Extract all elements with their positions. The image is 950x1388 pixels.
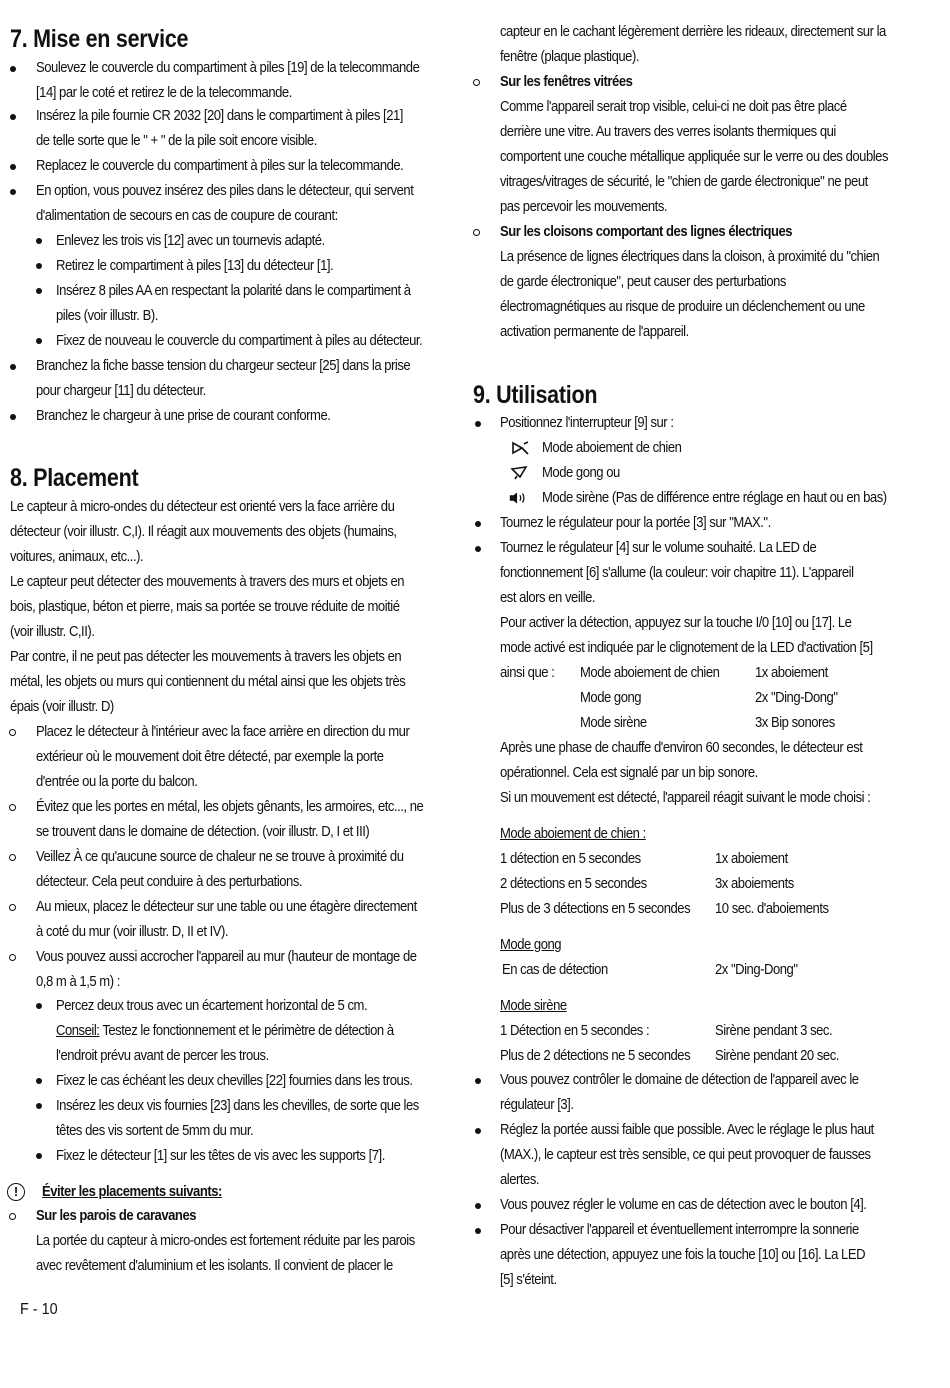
text-line: Branchez le chargeur à une prise de courant conforme.	[36, 407, 331, 424]
circle-bullet-icon	[473, 229, 480, 236]
text-line: Tournez le régulateur [4] sur le volume souhaité. La LED de	[500, 539, 817, 556]
text-line: épais (voir illustr. D)	[10, 698, 114, 715]
text-line: pour chargeur [11] du détecteur.	[36, 382, 206, 399]
text-line: mode activé est indiquée par le clignotement de la LED d'activation [5]	[500, 639, 873, 656]
text-line: Veillez À ce qu'aucune source de chaleur ne se trouve à proximité du	[36, 848, 404, 865]
gong-mode-title: Mode gong	[500, 936, 562, 953]
text-line: fonctionnement [6] s'allume (la couleur: voir chapitre 11). L'appareil	[500, 564, 854, 581]
table-cell: 3x aboiements	[715, 875, 794, 892]
section-8-title: 8. Placement	[10, 464, 139, 492]
text-line: électromagnétiques au risque de produire un déclenchement ou une	[500, 298, 865, 315]
text-line: Positionnez l'interrupteur [9] sur :	[500, 414, 674, 431]
circle-bullet-icon	[9, 954, 16, 961]
text-line: (voir illustr. C,II).	[10, 623, 95, 640]
text-line: (MAX.), le capteur est très sensible, ce qui peut provoquer de fausses	[500, 1146, 871, 1163]
text-line: Vous pouvez aussi accrocher l'appareil au mur (hauteur de montage de	[36, 948, 417, 965]
text-line: voitures, animaux, etc...).	[10, 548, 144, 565]
text-line: 0,8 m à 1,5 m) :	[36, 973, 120, 990]
table-cell: 2 détections en 5 secondes	[500, 875, 647, 892]
table-cell: 3x Bip sonores	[755, 714, 835, 731]
bullet-icon	[10, 114, 16, 120]
text-line: d'entrée ou la porte du balcon.	[36, 773, 198, 790]
text-line: capteur en le cachant légèrement derrière les rideaux, directement sur la	[500, 23, 886, 40]
table-cell: 2x "Ding-Dong"	[755, 689, 838, 706]
sub-bullet-icon	[36, 338, 42, 344]
text-line: Placez le détecteur à l'intérieur avec la face arrière en direction du mur	[36, 723, 410, 740]
text-line: Insérez 8 piles AA en respectant la polarité dans le compartiment à	[56, 282, 411, 299]
table-cell: 1 détection en 5 secondes	[500, 850, 641, 867]
text-line: de telle sorte que le " + " de la pile soit encore visible.	[36, 132, 317, 149]
circle-bullet-icon	[9, 1213, 16, 1220]
text-line: En option, vous pouvez insérez des piles dans le détecteur, qui servent	[36, 182, 414, 199]
text-line: activation permanente de l'appareil.	[500, 323, 689, 340]
text-line: régulateur [3].	[500, 1096, 574, 1113]
text-line: Enlevez les trois vis [12] avec un tournevis adapté.	[56, 232, 325, 249]
table-cell: 1 Détection en 5 secondes :	[500, 1022, 650, 1039]
text-line: Si un mouvement est détecté, l'appareil réagit suivant le mode choisi :	[500, 789, 871, 806]
text-line: Branchez la fiche basse tension du chargeur secteur [25] dans la prise	[36, 357, 411, 374]
text-line: fenêtre (plaque plastique).	[500, 48, 639, 65]
text-line: d'alimentation de secours en cas de coupure de courant:	[36, 207, 338, 224]
table-cell: Plus de 2 détections ne 5 secondes	[500, 1047, 691, 1064]
text-line: piles (voir illustr. B).	[56, 307, 158, 324]
sub-bullet-icon	[36, 263, 42, 269]
text-line: alertes.	[500, 1171, 540, 1188]
bullet-icon	[475, 1078, 481, 1084]
text-line: La présence de lignes électriques dans la cloison, à proximité du "chien	[500, 248, 880, 265]
text-line: se trouvent dans le domaine de détection. (voir illustr. D, I et III)	[36, 823, 370, 840]
text-line: détecteur. Cela peut conduire à des perturbations.	[36, 873, 303, 890]
table-cell: Mode gong	[580, 689, 642, 706]
circle-bullet-icon	[9, 904, 16, 911]
mode-dog-label: Mode aboiement de chien	[542, 439, 682, 456]
conseil-text: Testez le fonctionnement et le périmètre de détection à	[99, 1022, 394, 1039]
table-cell: 10 sec. d'aboiements	[715, 900, 829, 917]
text-line: Évitez que les portes en métal, les objets gênants, les armoires, etc..., ne	[36, 798, 424, 815]
text-line: Replacez le couvercle du compartiment à piles sur la telecommande.	[36, 157, 404, 174]
text-line: têtes des vis sortent de 5mm du mur.	[56, 1122, 254, 1139]
text-line: Retirez le compartiment à piles [13] du détecteur [1].	[56, 257, 334, 274]
circle-bullet-icon	[9, 804, 16, 811]
text-line: détecteur (voir illustr. C,I). Il réagit aux mouvements des objets (humains,	[10, 523, 397, 540]
text-line: l'endroit prévu avant de percer les trous.	[56, 1047, 269, 1064]
bullet-icon	[10, 414, 16, 420]
table-cell: En cas de détection	[502, 961, 608, 978]
sub-bullet-icon	[36, 288, 42, 294]
siren-mode-title: Mode sirène	[500, 997, 567, 1014]
text-line: Percez deux trous avec un écartement horizontal de 5 cm.	[56, 997, 368, 1014]
mode-gong-label: Mode gong ou	[542, 464, 620, 481]
text-line: Vous pouvez contrôler le domaine de détection de l'appareil avec le	[500, 1071, 859, 1088]
text-line: Comme l'appareil serait trop visible, celui-ci ne doit pas être placé	[500, 98, 847, 115]
text-line: Insérez les deux vis fournies [23] dans les chevilles, de sorte que les	[56, 1097, 419, 1114]
text-line: Réglez la portée aussi faible que possible. Avec le réglage le plus haut	[500, 1121, 874, 1138]
sub-bullet-icon	[36, 1103, 42, 1109]
circle-bullet-icon	[473, 79, 480, 86]
sub-bullet-icon	[36, 1078, 42, 1084]
warning-icon: !	[7, 1183, 25, 1201]
table-cell: Sirène pendant 3 sec.	[715, 1022, 833, 1039]
gong-bell-icon	[510, 465, 530, 481]
bullet-icon	[475, 1128, 481, 1134]
text-line: Après une phase de chauffe d'environ 60 secondes, le détecteur est	[500, 739, 863, 756]
bullet-icon	[475, 1228, 481, 1234]
text-line: métal, les objets ou murs qui contiennent du métal ainsi que les objets très	[10, 673, 406, 690]
table-cell: Sirène pendant 20 sec.	[715, 1047, 839, 1064]
table-cell: 1x aboiement	[715, 850, 788, 867]
table-cell: 2x "Ding-Dong"	[715, 961, 798, 978]
bullet-icon	[475, 421, 481, 427]
text-line: à coté du mur (voir illustr. D, II et IV).	[36, 923, 229, 940]
bullet-icon	[10, 164, 16, 170]
siren-speaker-icon	[508, 490, 528, 506]
text-line: opérationnel. Cela est signalé par un bip sonore.	[500, 764, 758, 781]
table-cell: 1x aboiement	[755, 664, 828, 681]
table-cell: Plus de 3 détections en 5 secondes	[500, 900, 691, 917]
bullet-icon	[475, 521, 481, 527]
text-line: derrière une vitre. Au travers des verres isolants thermiques qui	[500, 123, 836, 140]
text-line: Par contre, il ne peut pas détecter les mouvements à travers les objets en	[10, 648, 402, 665]
text-line: Fixez de nouveau le couvercle du compartiment à piles au détecteur.	[56, 332, 423, 349]
section-7-title: 7. Mise en service	[10, 25, 189, 53]
caravan-title: Sur les parois de caravanes	[36, 1207, 197, 1224]
text-line: [14] par le coté et retirez le de la telecommande.	[36, 84, 292, 101]
text-line: Tournez le régulateur pour la portée [3] sur "MAX.".	[500, 514, 771, 531]
dog-mode-title: Mode aboiement de chien :	[500, 825, 646, 842]
text-line: Insérez la pile fournie CR 2032 [20] dans le compartiment à piles [21]	[36, 107, 403, 124]
bullet-icon	[10, 189, 16, 195]
page-number: F - 10	[20, 1301, 58, 1318]
text-line: de garde électronique", peut causer des perturbations	[500, 273, 786, 290]
bullet-icon	[10, 66, 16, 72]
text-line: Au mieux, placez le détecteur sur une table ou une étagère directement	[36, 898, 417, 915]
text-line: comportent une couche métallique appliquée sur le verre ou des doubles	[500, 148, 889, 165]
text-line: Le capteur peut détecter des mouvements à travers des murs et objets en	[10, 573, 405, 590]
table-cell: Mode aboiement de chien	[580, 664, 720, 681]
ainsi-label: ainsi que :	[500, 664, 555, 681]
sub-bullet-icon	[36, 1003, 42, 1009]
dog-bark-icon	[510, 440, 530, 456]
mode-siren-label: Mode sirène (Pas de différence entre réglage en haut ou en bas)	[542, 489, 887, 506]
text-line: Soulevez le couvercle du compartiment à piles [19] de la telecommande	[36, 59, 420, 76]
wall-title: Sur les cloisons comportant des lignes électriques	[500, 223, 793, 240]
circle-bullet-icon	[9, 854, 16, 861]
text-line: Vous pouvez régler le volume en cas de détection avec le bouton [4].	[500, 1196, 867, 1213]
text-line: Pour activer la détection, appuyez sur la touche I/0 [10] ou [17]. Le	[500, 614, 852, 631]
text-line: après une détection, appuyez une fois la touche [10] ou [16]. La LED	[500, 1246, 866, 1263]
text-line: extérieur où le mouvement doit être détecté, par exemple la porte	[36, 748, 384, 765]
text-line: La portée du capteur à micro-ondes est fortement réduite par les parois	[36, 1232, 415, 1249]
conseil-label: Conseil:	[56, 1022, 100, 1039]
glass-title: Sur les fenêtres vitrées	[500, 73, 633, 90]
text-line: Pour désactiver l'appareil et éventuellement interrompre la sonnerie	[500, 1221, 859, 1238]
conseil-line	[56, 1022, 394, 1040]
circle-bullet-icon	[9, 729, 16, 736]
bullet-icon	[10, 364, 16, 370]
bullet-icon	[475, 1203, 481, 1209]
text-line: Fixez le cas échéant les deux chevilles [22] fournies dans les trous.	[56, 1072, 413, 1089]
section-9-title: 9. Utilisation	[473, 381, 598, 409]
sub-bullet-icon	[36, 1153, 42, 1159]
text-line: est alors en veille.	[500, 589, 596, 606]
text-line: pas percevoir les mouvements.	[500, 198, 668, 215]
bullet-icon	[475, 546, 481, 552]
text-line: avec revêtement d'aluminium et les isolants. Il convient de placer le	[36, 1257, 393, 1274]
sub-bullet-icon	[36, 238, 42, 244]
text-line: [5] s'éteint.	[500, 1271, 557, 1288]
table-cell: Mode sirène	[580, 714, 647, 731]
text-line: Le capteur à micro-ondes du détecteur est orienté vers la face arrière du	[10, 498, 395, 515]
text-line: vitrages/vitrages de sécurité, le "chien de garde électronique" ne peut	[500, 173, 868, 190]
avoid-title: Éviter les placements suivants:	[42, 1183, 222, 1200]
text-line: Fixez le détecteur [1] sur les têtes de vis avec les supports [7].	[56, 1147, 385, 1164]
text-line: bois, plastique, béton et pierre, mais sa portée se trouve réduite de moitié	[10, 598, 400, 615]
